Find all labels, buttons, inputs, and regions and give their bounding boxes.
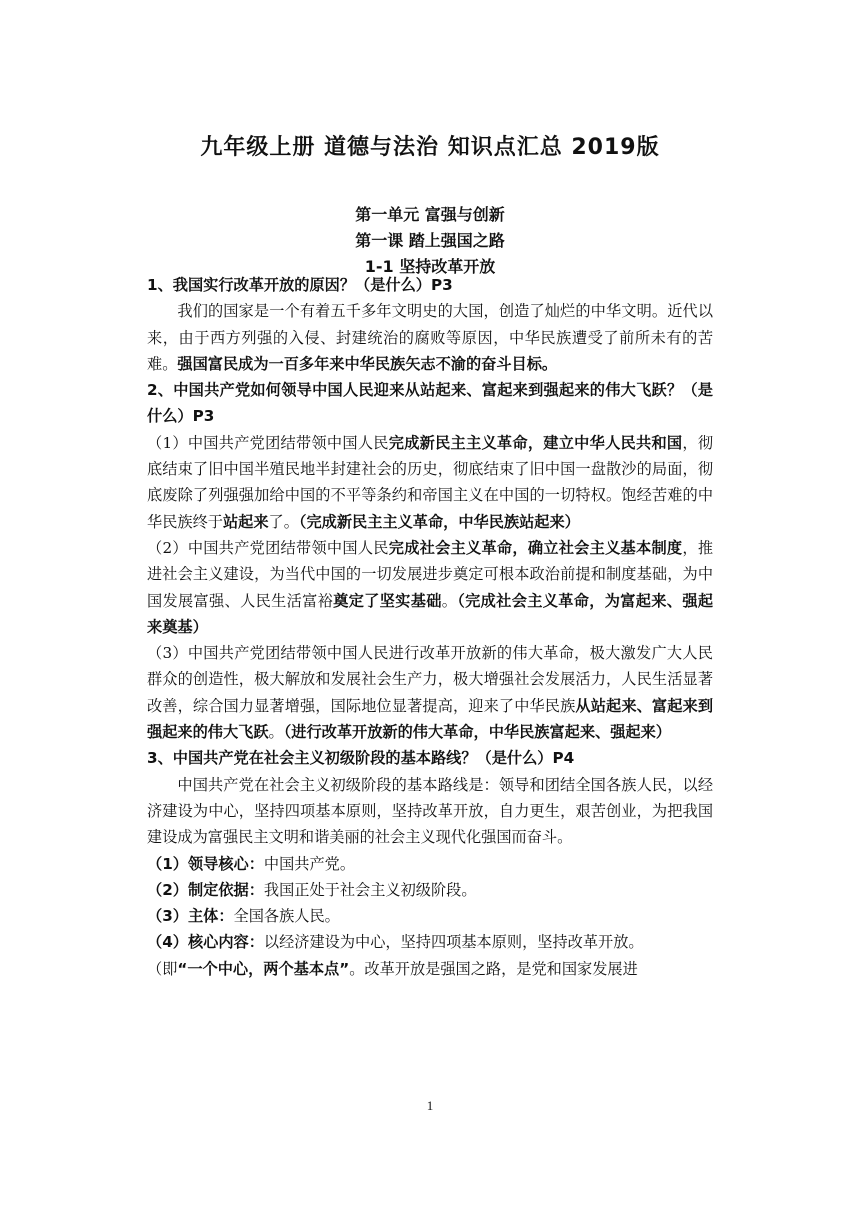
point-text: ，推进社会主义建设，为当代中国的一切发展进步奠定可根本政治前提和制度基础，为中国发展富强、人民生活富裕 xyxy=(147,538,714,610)
point-text: （3）中国共产党团结带领中国人民进行改革开放新的伟大革命，极大激发广大人民群众的创造性，极大解放和发展社会生产力，极大增强社会发展活力，人民生活显著改善，综合国力显著增强，国际地位显著提高，迎来了中华民族 xyxy=(147,644,713,715)
answer-text: 我们的国家是一个有着五千多年文明史的大国，创造了灿烂的中华文明。近代以来，由于西方列强的入侵、封建统治的腐败等原因，中华民族遭受了前所未有的苦难。 xyxy=(147,302,713,373)
question-3-heading: 3、中国共产党在社会主义初级阶段的基本路线？（是什么）P4 xyxy=(147,749,575,768)
item-label: （4）核心内容： xyxy=(147,933,264,952)
question-3-item-2 xyxy=(147,877,713,903)
question-3-item-4 xyxy=(147,929,713,955)
item-text: 全国各族人民。 xyxy=(233,907,340,926)
item-label: （2）制定依据： xyxy=(147,880,264,899)
point-text: （1）中国共产党团结带领中国人民 xyxy=(147,433,389,452)
item-text: （即 xyxy=(147,959,178,978)
document-title: 九年级上册 道德与法治 知识点汇总 2019版 xyxy=(200,135,660,160)
question-3-answer: 中国共产党在社会主义初级阶段的基本路线是：领导和团结全国各族人民，以经济建设为中心，坚持四项基本原则，坚持改革开放，自力更生，艰苦创业，为把我国建设成为富强民主文明和谐美丽的社会主义现代化强国而奋斗。 xyxy=(147,775,713,847)
point-text: 。 xyxy=(268,723,284,742)
point-summary: （进行改革开放新的伟大革命，中华民族富起来、强起来） xyxy=(283,723,671,742)
point-text: ，彻底结束了旧中国半殖民地半封建社会的历史，彻底结束了旧中国一盘散沙的局面，彻底废除了列强强加给中国的不平等条约和帝国主义在中国的一切特权。饱经苦难的中华民族终于 xyxy=(147,433,714,531)
point-text: 。 xyxy=(441,591,458,610)
question-2-point-2 xyxy=(147,535,713,640)
section-heading: 1-1 坚持改革开放 xyxy=(364,257,496,276)
item-emphasis: “一个中心，两个基本点” xyxy=(177,959,350,978)
point-emphasis: 站起来 xyxy=(222,512,269,531)
answer-emphasis: 强国富民成为一百多年来中华民族矢志不渝的奋斗目标。 xyxy=(177,354,558,373)
point-emphasis: 完成社会主义革命，确立社会主义基本制度 xyxy=(388,538,683,557)
question-3-item-4-continued xyxy=(147,956,713,982)
item-label: （1）领导核心： xyxy=(147,854,264,873)
point-summary: （完成社会主义革命，为富起来、强起来奠基） xyxy=(147,591,714,636)
question-1-heading: 1、我国实行改革开放的原因？（是什么）P3 xyxy=(147,276,453,294)
lesson-heading: 第一课 踏上强国之路 xyxy=(355,231,505,250)
point-text: 了。 xyxy=(268,512,299,531)
item-text: 中国共产党。 xyxy=(263,854,356,873)
point-emphasis: 奠定了坚实基础 xyxy=(333,591,442,610)
page-number: 1 xyxy=(426,1098,434,1113)
question-2-heading: 2、中国共产党如何领导中国人民迎来从站起来、富起来到强起来的伟大飞跃？（是什么）P3 xyxy=(147,381,713,426)
point-text: （2）中国共产党团结带领中国人民 xyxy=(147,538,389,557)
question-3-item-3 xyxy=(147,903,713,929)
question-1-answer xyxy=(147,298,713,377)
point-summary: （完成新民主主义革命，中华民族站起来） xyxy=(298,512,580,531)
unit-heading: 第一单元 富强与创新 xyxy=(355,205,505,224)
question-2-point-1 xyxy=(147,430,713,535)
question-2-point-3 xyxy=(147,640,713,745)
item-text: 以经济建设为中心，坚持四项基本原则，坚持改革开放。 xyxy=(263,933,644,952)
item-text: 我国正处于社会主义初级阶段。 xyxy=(263,880,477,899)
item-label: （3）主体： xyxy=(147,907,234,926)
question-3-item-1 xyxy=(147,851,713,877)
point-emphasis: 完成新民主主义革命，建立中华人民共和国 xyxy=(388,433,683,452)
item-text: 。改革开放是强国之路，是党和国家发展进 xyxy=(349,959,638,978)
point-emphasis: 从站起来、富起来到强起来的伟大飞跃 xyxy=(147,696,714,742)
document-body xyxy=(147,272,713,982)
